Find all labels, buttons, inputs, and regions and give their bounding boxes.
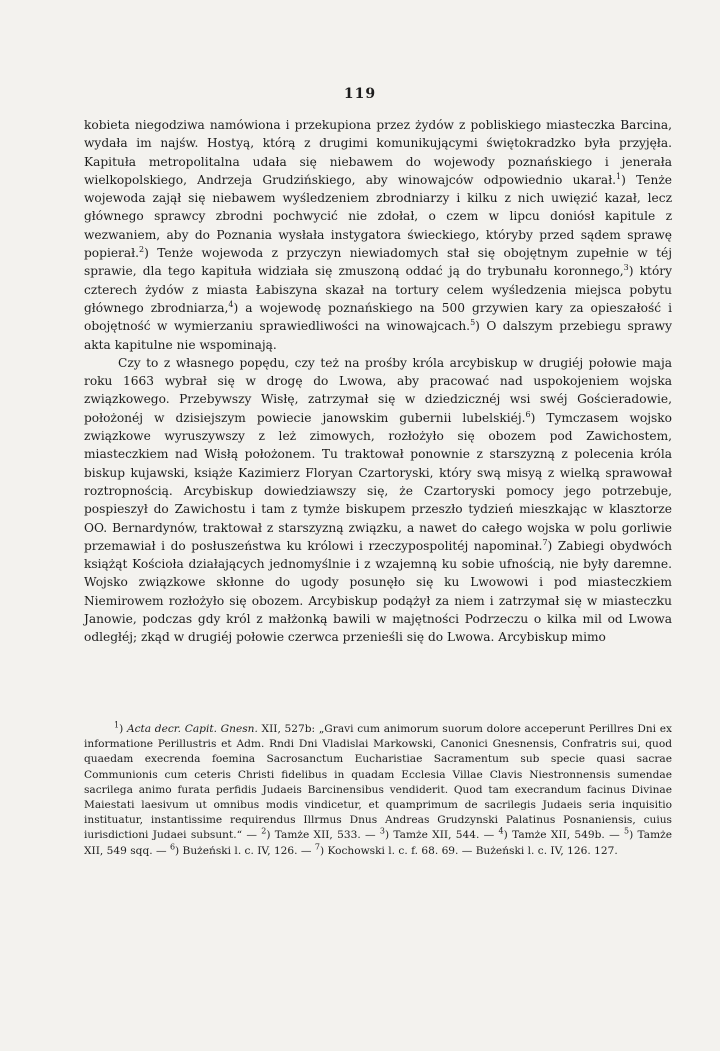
footnote-source: Acta decr. Capit. Gnesn. bbox=[126, 723, 258, 735]
footnote-ref: 2 bbox=[138, 245, 145, 255]
footnote-ref: 6 bbox=[525, 409, 531, 419]
footnote-ref: 4 bbox=[228, 299, 234, 309]
footnotes bbox=[84, 722, 672, 859]
footnote-ref: 1 bbox=[616, 171, 622, 181]
footnote-ref: 7 bbox=[542, 537, 548, 547]
footnote-ref: 5 bbox=[470, 318, 476, 328]
paragraph-1: kobieta niegodziwa namówiona i przekupiona przez żydów z pobliskiego miasteczka Barcina, wydała im najśw. Hostyą, którą z drugimi komunikującymi świętokradzko była przyjęła. Kapituła metropolitalna udała się niebawem do wojewody poznańskiego i jenerała wielkopolskiego, Andrzeja Grudzińskiego, aby winowajców odpowiednio ukarał.$^1$) Tenże wojewoda zajął się niebawem wyśledzeniem zbrodniarzy i kilku z nich uwięzić kazał, lecz głównego sprawcy zbrodni pochwycić nie zdołał, o czem w lipcu doniósł kapitule z wezwaniem, aby do Poznania wysłała instygatora świeckiego, któryby przed sądem sprawę popierał.$^2$) Tenże wojewoda z przyczyn niewiadomych stał się obojętnym zupełnie w téj sprawie, dla tego kapituła widziała się zmuszoną oddać ją do trybunału koronnego,$^3$) który czterech żydów z miasta Łabiszyna skazał na tortury celem wyśledzenia miejsca pobytu głównego zbrodniarza,$^4$) a wojewodę poznańskiego na 500 grzywien kary za opieszałość i obojętność w wymierzaniu sprawiedliwości na winowajcach.$^5$) O dalszym przebiegu sprawy akta kapitulne nie wspominają. bbox=[84, 118, 672, 352]
main-text bbox=[84, 116, 672, 647]
footnote-block: $^1$) Acta decr. Capit. Gnesn. XII, 527b: „Gravi cum animorum suorum dolore acceperunt Perillres Dni ex informatione Perillustris et Adm. Rndi Dni Vladislai Markowski, Canonici Gnesnensis, Confratris sui, quod quaedam execrenda foemina Sacrosanctum Eucharistiae Sacramentum sub specie quasi sacrae Communionis cum ceteris Christi fidelibus in quadam Ecclesia Villae Clavis Niestronnensis sumendae sacrilega animo furata perfidis Judaeis Barcinensibus vendiderit. Quod tam execrandum facinus Divinae Maiestati laesivum ut omnibus modis vindicetur, et quamprimum de sacrilegis Judaeis seria inquisitio instituatur, instantissime requirendus Illrmus Dnus Andreas Grudzynski Palatinus Posnaniensis, cuius iurisdictioni Judaei subsunt.“ — $^2$) Tamże XII, 533. — $^3$) Tamże XII, 544. — $^4$) Tamże XII, 549b. — $^5$) Tamże XII, 549 sqq. — $^6$) Bużeński l. c. IV, 126. — $^7$) Kochowski l. c. f. 68. 69. — Bużeński l. c. IV, 126. 127. bbox=[84, 720, 672, 857]
footnote-ref: 3 bbox=[623, 263, 629, 273]
paragraph-2: Czy to z własnego popędu, czy też na prośby króla arcybiskup w drugiéj połowie maja roku 1663 wybrał się w drogę do Lwowa, aby pracować nad uspokojeniem wojska związkowego. Przebywszy Wisłę, zatrzymał się w dziedzicznéj wsi swéj Gościeradowie, położonéj w dzisiejszym powiecie janowskim gubernii lubelskiéj.$^6$) Tymczasem wojsko związkowe wyruszywszy z leż zimowych, rozłożyło się obozem pod Zawichostem, miasteczkiem nad Wisłą położonem. Tu traktował ponownie z starszyzną z polecenia króla biskup kujawski, książe Kazimierz Floryan Czartoryski, który swą misyą z wielką sprawował roztropnością. Arcybiskup dowiedziawszy się, że Czartoryski pomocy jego potrzebuje, pospieszył do Zawichostu i tam z tymże biskupem przeszło tydzień mieszkając w klasztorze OO. Bernardynów, traktował z starszyzną związku, a nawet do całego wojska w polu gorliwie przemawiał i do posłuszeństwa ku królowi i rzeczypospolitéj napominał.$^7$) Zabiegi obydwóch książąt Kościoła działających jednomyślnie i z wzajemną ku sobie ufnością, nie były daremne. Wojsko związkowe skłonne do ugody posunęło się ku Lwowowi i pod miasteczkiem Niemirowem rozłożyło się obozem. Arcybiskup podążył za niem i zatrzymał się w miasteczku Janowie, podczas gdy król z małżonką bawili w majętności Podrzeczu o kilka mil od Lwowa odległéj; zkąd w drugiéj połowie czerwca przenieśli się do Lwowa. Arcybiskup mimo bbox=[84, 355, 672, 645]
page-number: 119 bbox=[343, 86, 377, 102]
